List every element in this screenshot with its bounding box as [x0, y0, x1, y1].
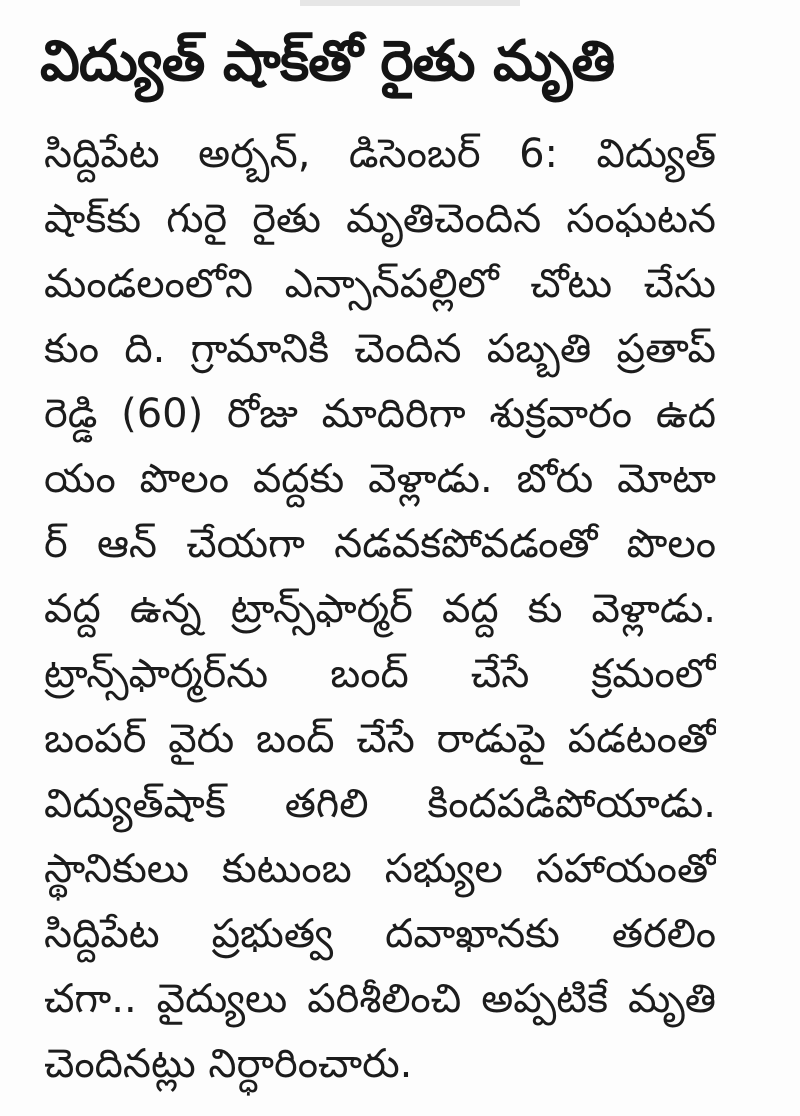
body-line: కుం ది. గ్రామానికి చెందిన పబ్బతి ప్రతాప్: [44, 326, 716, 372]
body-line: బంపర్ వైరు బంద్ చేసే రాడుపై పడటంతో: [44, 716, 716, 762]
body-line: వద్ద ఉన్న ట్రాన్స్‌ఫార్మర్ వద్ద కు వెళ్లాడు.: [44, 586, 716, 632]
article-body: [44, 122, 716, 1097]
body-line: విద్యుత్‌షాక్ తగిలి కిందపడిపోయాడు.: [44, 781, 716, 827]
body-line: సిద్దిపేట అర్బన్, డిసెంబర్ 6: విద్యుత్: [44, 131, 716, 177]
body-line: చగా.. వైద్యులు పరిశీలించి అప్పటికే మృతి: [44, 976, 716, 1022]
body-line: ట్రాన్స్‌ఫార్మర్‌ను బంద్ చేసే క్రమంలో: [44, 651, 716, 697]
body-line: స్థానికులు కుటుంబ సభ్యుల సహాయంతో: [44, 846, 716, 892]
body-line: రెడ్డి (60) రోజు మాదిరిగా శుక్రవారం ఉద: [44, 391, 716, 437]
body-line: సిద్దిపేట ప్రభుత్వ దవాఖానకు తరలిం: [44, 911, 716, 957]
body-line: షాక్‌కు గురై రైతు మృతిచెందిన సంఘటన: [44, 196, 716, 242]
top-rule-fragment: [300, 0, 520, 6]
body-line: ర్ ఆన్ చేయగా నడవకపోవడంతో పొలం: [44, 521, 716, 567]
body-line: యం పొలం వద్దకు వెళ్లాడు. బోరు మోటా: [44, 456, 716, 502]
headline: విద్యుత్ షాక్‌తో రైతు మృతి: [40, 29, 615, 94]
body-line: మండలంలోని ఎన్సాన్‌పల్లిలో చోటు చేసు: [44, 261, 716, 307]
body-line: చెందినట్లు నిర్ధారించారు.: [44, 1041, 413, 1087]
